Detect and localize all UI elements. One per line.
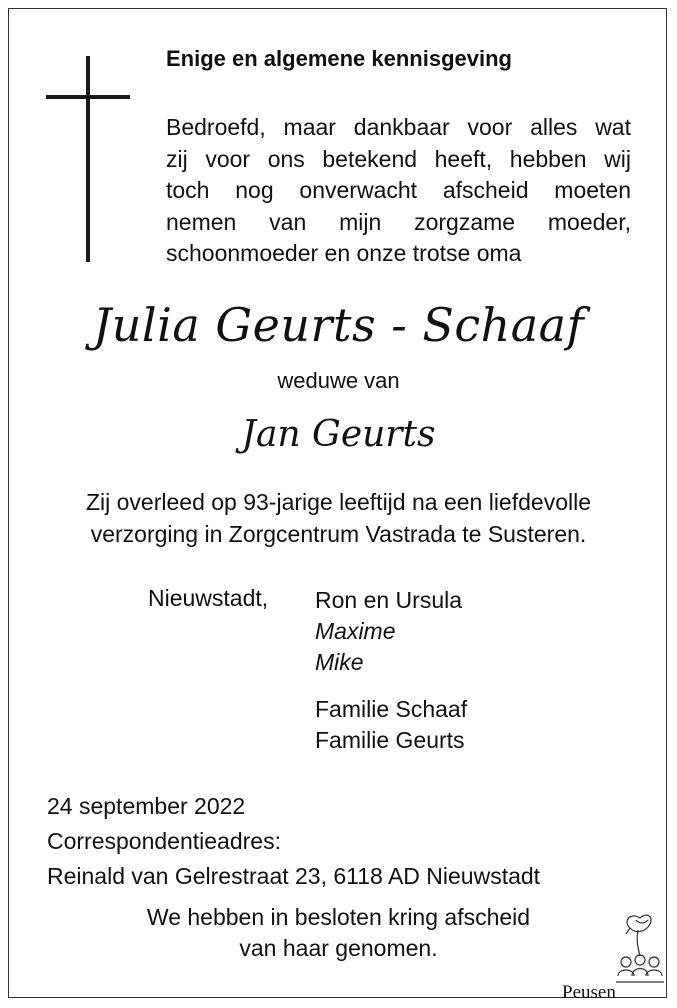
death-line: Zij overleed op 93-jarige leeftijd na een liefdevolle (85, 489, 592, 515)
notice-date: 24 september 2022 (47, 793, 246, 819)
family-list (315, 585, 467, 756)
family-member: Familie Geurts (315, 727, 465, 753)
publisher-logo-text: Peusen (562, 982, 616, 1003)
intro-line: Bedroefd, maar dankbaar voor alles wat (166, 114, 631, 140)
husband-name: Jan Geurts (241, 414, 436, 455)
intro-line: toch nog onverwacht afscheid moeten (166, 177, 631, 203)
intro-text (166, 112, 631, 270)
grandchild-name: Mike (315, 649, 364, 675)
widow-label: weduwe van (277, 368, 400, 393)
death-line: verzorging in Zorgcentrum Vastrada te Susteren. (90, 521, 587, 547)
intro-line: schoonmoeder en onze trotse oma (166, 240, 522, 266)
address-block (47, 789, 540, 894)
correspondence-label: Correspondentieadres: (47, 828, 281, 854)
intro-line: nemen van mijn zorgzame moeder, (166, 208, 631, 235)
family-member: Ron en Ursula (315, 587, 463, 613)
poppy-family-logo (612, 910, 668, 990)
grandchild-name: Maxime (315, 618, 396, 644)
closing-text (0, 902, 677, 964)
closing-line: van haar genomen. (239, 935, 438, 961)
family-spacer (315, 678, 467, 694)
notice-heading: Enige en algemene kennisgeving (166, 46, 512, 71)
family-place: Nieuwstadt, (148, 585, 269, 611)
intro-line: zij voor ons betekend heeft, hebben wij (166, 145, 631, 172)
family-member: Familie Schaaf (315, 696, 468, 722)
correspondence-address: Reinald van Gelrestraat 23, 6118 AD Nieuwstadt (47, 863, 541, 889)
death-text (0, 486, 677, 550)
deceased-name: Julia Geurts - Schaaf (92, 298, 585, 352)
closing-line: We hebben in besloten kring afscheid (146, 904, 531, 930)
